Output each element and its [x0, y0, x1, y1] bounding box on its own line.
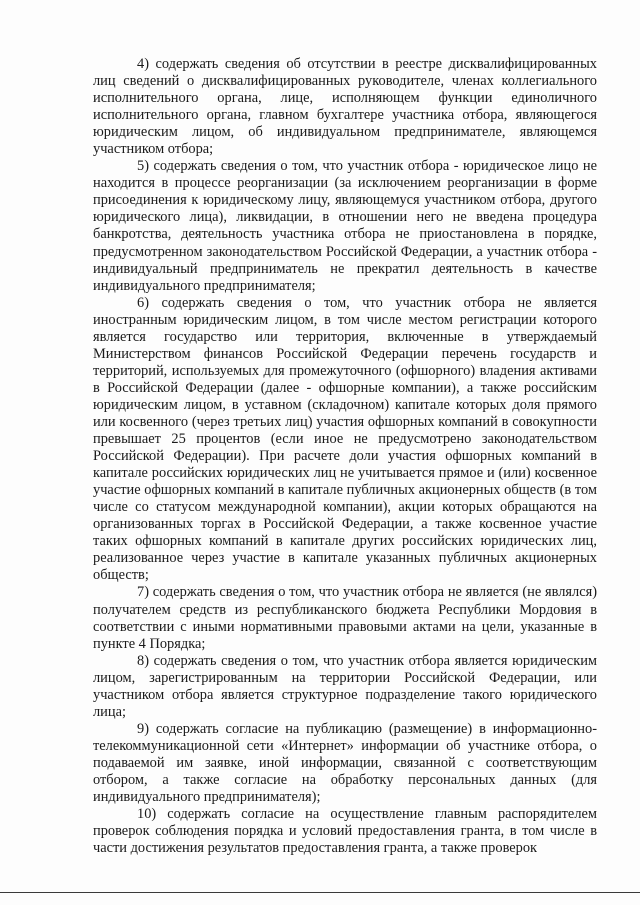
paragraph-item-6: 6) содержать сведения о том, что участник отбора не является иностранным юридическим лицом, в том числе местом регистрации которого является государство или территория, включенные в утверждаемый Министерством финансов Российской Федерации перечень государств и территорий, используемых для промежуточного (офшорного) владения активами в Российской Федерации (далее - офшорные компании), а также российским юридическим лицом, в уставном (складочном) капитале которых доля прямого или косвенного (через третьих лиц) участия офшорных компаний в совокупности превышает 25 процентов (если иное не предусмотрено законодательством Российской Федерации). При расчете доли участия офшорных компаний в капитале российских юридических лиц не учитывается прямое и (или) косвенное участие офшорных компаний в капитале публичных акционерных обществ (в том числе со статусом международной компании), акции которых обращаются на организованных торгах в Российской Федерации, а также косвенное участие таких офшорных компаний в капитале других российских юридических лиц, реализованное через участие в капитале указанных публичных акционерных обществ; [93, 294, 597, 584]
paragraph-item-5: 5) содержать сведения о том, что участник отбора - юридическое лицо не находится в процессе реорганизации (за исключением реорганизации в форме присоединения к юридическому лицу, являющемуся участником отбора, другого юридического лица), ликвидации, в отношении него не введена процедура банкротства, деятельность участника отбора не приостановлена в порядке, предусмотренном законодательством Российской Федерации, а участник отбора - индивидуальный предприниматель не прекратил деятельность в качестве индивидуального предпринимателя; [93, 158, 597, 294]
paragraph-item-4: 4) содержать сведения об отсутствии в реестре дисквалифицированных лиц сведений о дисквалифицированных руководителе, членах коллегиального исполнительного органа, лице, исполняющем функции единоличного исполнительного органа, главном бухгалтере участника отбора, являющегося юридическим лицом, об индивидуальном предпринимателе, являющемся участником отбора; [93, 56, 597, 158]
document-body [93, 56, 597, 857]
paragraph-item-8: 8) содержать сведения о том, что участник отбора является юридическим лицом, зарегистрированным на территории Российской Федерации, или участником отбора является структурное подразделение такого юридического лица; [93, 652, 597, 720]
paragraph-item-10: 10) содержать согласие на осуществление главным распорядителем проверок соблюдения порядка и условий предоставления гранта, в том числе в части достижения результатов предоставления гранта, а также проверок [93, 806, 597, 857]
paragraph-item-9: 9) содержать согласие на публикацию (размещение) в информационно-телекоммуникационной сети «Интернет» информации об участнике отбора, о подаваемой им заявке, иной информации, связанной с соответствующим отбором, а также согласие на обработку персональных данных (для индивидуального предпринимателя); [93, 720, 597, 806]
paragraph-item-7: 7) содержать сведения о том, что участник отбора не является (не являлся) получателем средств из республиканского бюджета Республики Мордовия в соответствии с иными нормативными правовыми актами на цели, указанные в пункте 4 Порядка; [93, 584, 597, 652]
page-bottom-divider [0, 892, 640, 893]
